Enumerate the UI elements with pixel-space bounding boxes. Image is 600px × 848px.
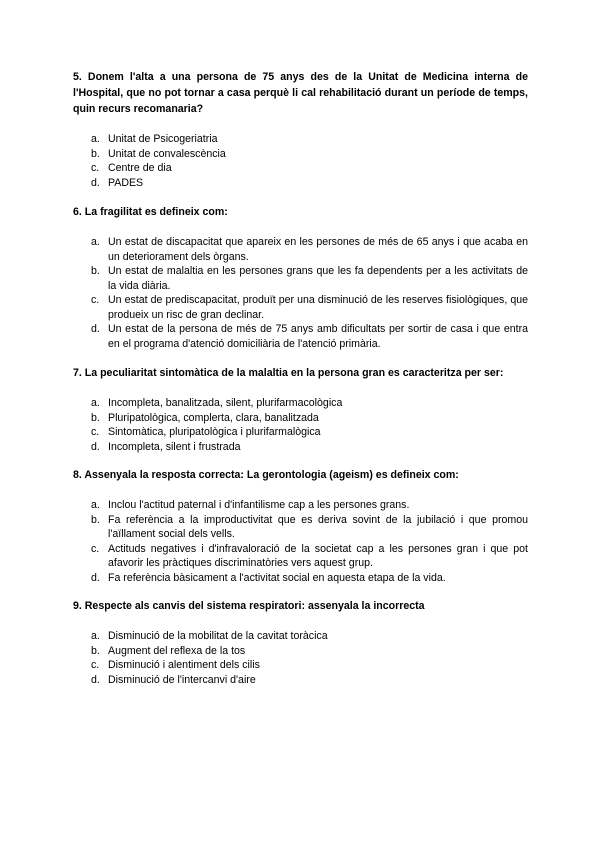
option-text: Actituds negatives i d'infravaloració de la societat cap a les persones gran i que pot afavorir les pràctiques discriminatòries vers aquest grup. bbox=[108, 542, 528, 569]
option-text: Incompleta, silent i frustrada bbox=[108, 440, 241, 453]
option-letter: c. bbox=[91, 659, 100, 671]
option-a bbox=[73, 132, 528, 147]
option-list bbox=[73, 132, 528, 190]
option-text: PADES bbox=[108, 176, 144, 189]
question-8 bbox=[73, 467, 528, 585]
option-letter: b. bbox=[91, 513, 100, 526]
option-text: Unitat de convalescència bbox=[108, 147, 226, 160]
question-text: 5. Donem l'alta a una persona de 75 anys des de la Unitat de Medicina interna de l'Hospital, que no pot tornar a casa perquè li cal rehabilitació durant un període de temps, quin recurs recomanaria? bbox=[73, 71, 528, 115]
question-text: 6. La fragilitat es defineix com: bbox=[73, 206, 228, 218]
option-list bbox=[73, 235, 528, 351]
option-letter: d. bbox=[91, 176, 100, 189]
option-text: Incompleta, banalitzada, silent, plurifarmacològica bbox=[108, 397, 343, 409]
option-a bbox=[73, 396, 528, 411]
option-letter: d. bbox=[91, 440, 100, 453]
option-c bbox=[73, 425, 528, 440]
option-text: Sintomàtica, pluripatològica i plurifarmalògica bbox=[108, 426, 321, 438]
option-list bbox=[73, 498, 528, 585]
question-7 bbox=[73, 365, 528, 454]
option-letter: b. bbox=[91, 265, 100, 277]
option-letter: a. bbox=[91, 630, 100, 642]
option-letter: a. bbox=[91, 397, 100, 409]
question-text: 9. Respecte als canvis del sistema respiratori: assenyala la incorrecta bbox=[73, 600, 425, 612]
option-letter: a. bbox=[91, 236, 100, 248]
option-text: Disminució de l'intercanvi d'aire bbox=[108, 673, 256, 686]
option-text: Un estat de la persona de més de 75 anys amb dificultats per sortir de casa i que entra en el programa d'atenció domiciliària de l'atenció primària. bbox=[108, 323, 528, 350]
option-letter: c. bbox=[91, 542, 100, 555]
option-text: Pluripatològica, complerta, clara, banalitzada bbox=[108, 411, 319, 424]
option-text: Disminució de la mobilitat de la cavitat toràcica bbox=[108, 630, 328, 642]
option-list bbox=[73, 629, 528, 687]
option-letter: d. bbox=[91, 673, 100, 686]
option-letter: c. bbox=[91, 162, 100, 174]
option-text: Inclou l'actitud paternal i d'infantilisme cap a les persones grans. bbox=[108, 499, 410, 511]
option-d bbox=[73, 440, 528, 455]
option-text: Fa referència bàsicament a l'activitat social en aquesta etapa de la vida. bbox=[108, 571, 446, 584]
option-d bbox=[73, 673, 528, 688]
option-text: Disminució i alentiment dels cilis bbox=[108, 659, 260, 671]
option-letter: d. bbox=[91, 323, 100, 335]
option-b bbox=[73, 264, 528, 293]
option-letter: c. bbox=[91, 426, 100, 438]
option-letter: b. bbox=[91, 147, 100, 160]
question-text: 8. Assenyala la resposta correcta: La gerontologia (ageism) es defineix com: bbox=[73, 469, 459, 481]
option-a bbox=[73, 235, 528, 264]
option-text: Fa referència a la improductivitat que es deriva sovint de la jubilació i que promou l'aïllament social dels vells. bbox=[108, 513, 528, 540]
option-text: Un estat de prediscapacitat, produït per una disminució de les reserves fisiològiques, que produeix un risc de gran declinar. bbox=[108, 294, 528, 321]
question-5 bbox=[73, 69, 528, 190]
option-c bbox=[73, 658, 528, 673]
option-c bbox=[73, 161, 528, 176]
option-text: Un estat de malaltia en les persones grans que les fa dependents per a les activitats de la vida diària. bbox=[108, 265, 528, 292]
option-text: Un estat de discapacitat que apareix en les persones de més de 65 anys i que acaba en un deteriorament dels òrgans. bbox=[108, 236, 528, 263]
question-text: 7. La peculiaritat sintomàtica de la malaltia en la persona gran es caracteritza per ser: bbox=[73, 367, 504, 379]
option-letter: a. bbox=[91, 133, 100, 145]
option-letter: d. bbox=[91, 571, 100, 584]
option-d bbox=[73, 571, 528, 586]
option-a bbox=[73, 498, 528, 513]
option-text: Augment del reflexa de la tos bbox=[108, 644, 246, 657]
option-list bbox=[73, 396, 528, 454]
question-9 bbox=[73, 598, 528, 687]
option-letter: a. bbox=[91, 499, 100, 511]
option-letter: b. bbox=[91, 644, 100, 657]
option-c bbox=[73, 542, 528, 571]
option-text: Unitat de Psicogeriatria bbox=[108, 133, 218, 145]
option-d bbox=[73, 322, 528, 351]
question-6 bbox=[73, 204, 528, 351]
option-letter: c. bbox=[91, 294, 100, 306]
option-b bbox=[73, 411, 528, 426]
option-a bbox=[73, 629, 528, 644]
option-letter: b. bbox=[91, 411, 100, 424]
option-b bbox=[73, 513, 528, 542]
option-b bbox=[73, 644, 528, 659]
option-b bbox=[73, 147, 528, 162]
option-c bbox=[73, 293, 528, 322]
option-text: Centre de dia bbox=[108, 162, 172, 174]
option-d bbox=[73, 176, 528, 191]
